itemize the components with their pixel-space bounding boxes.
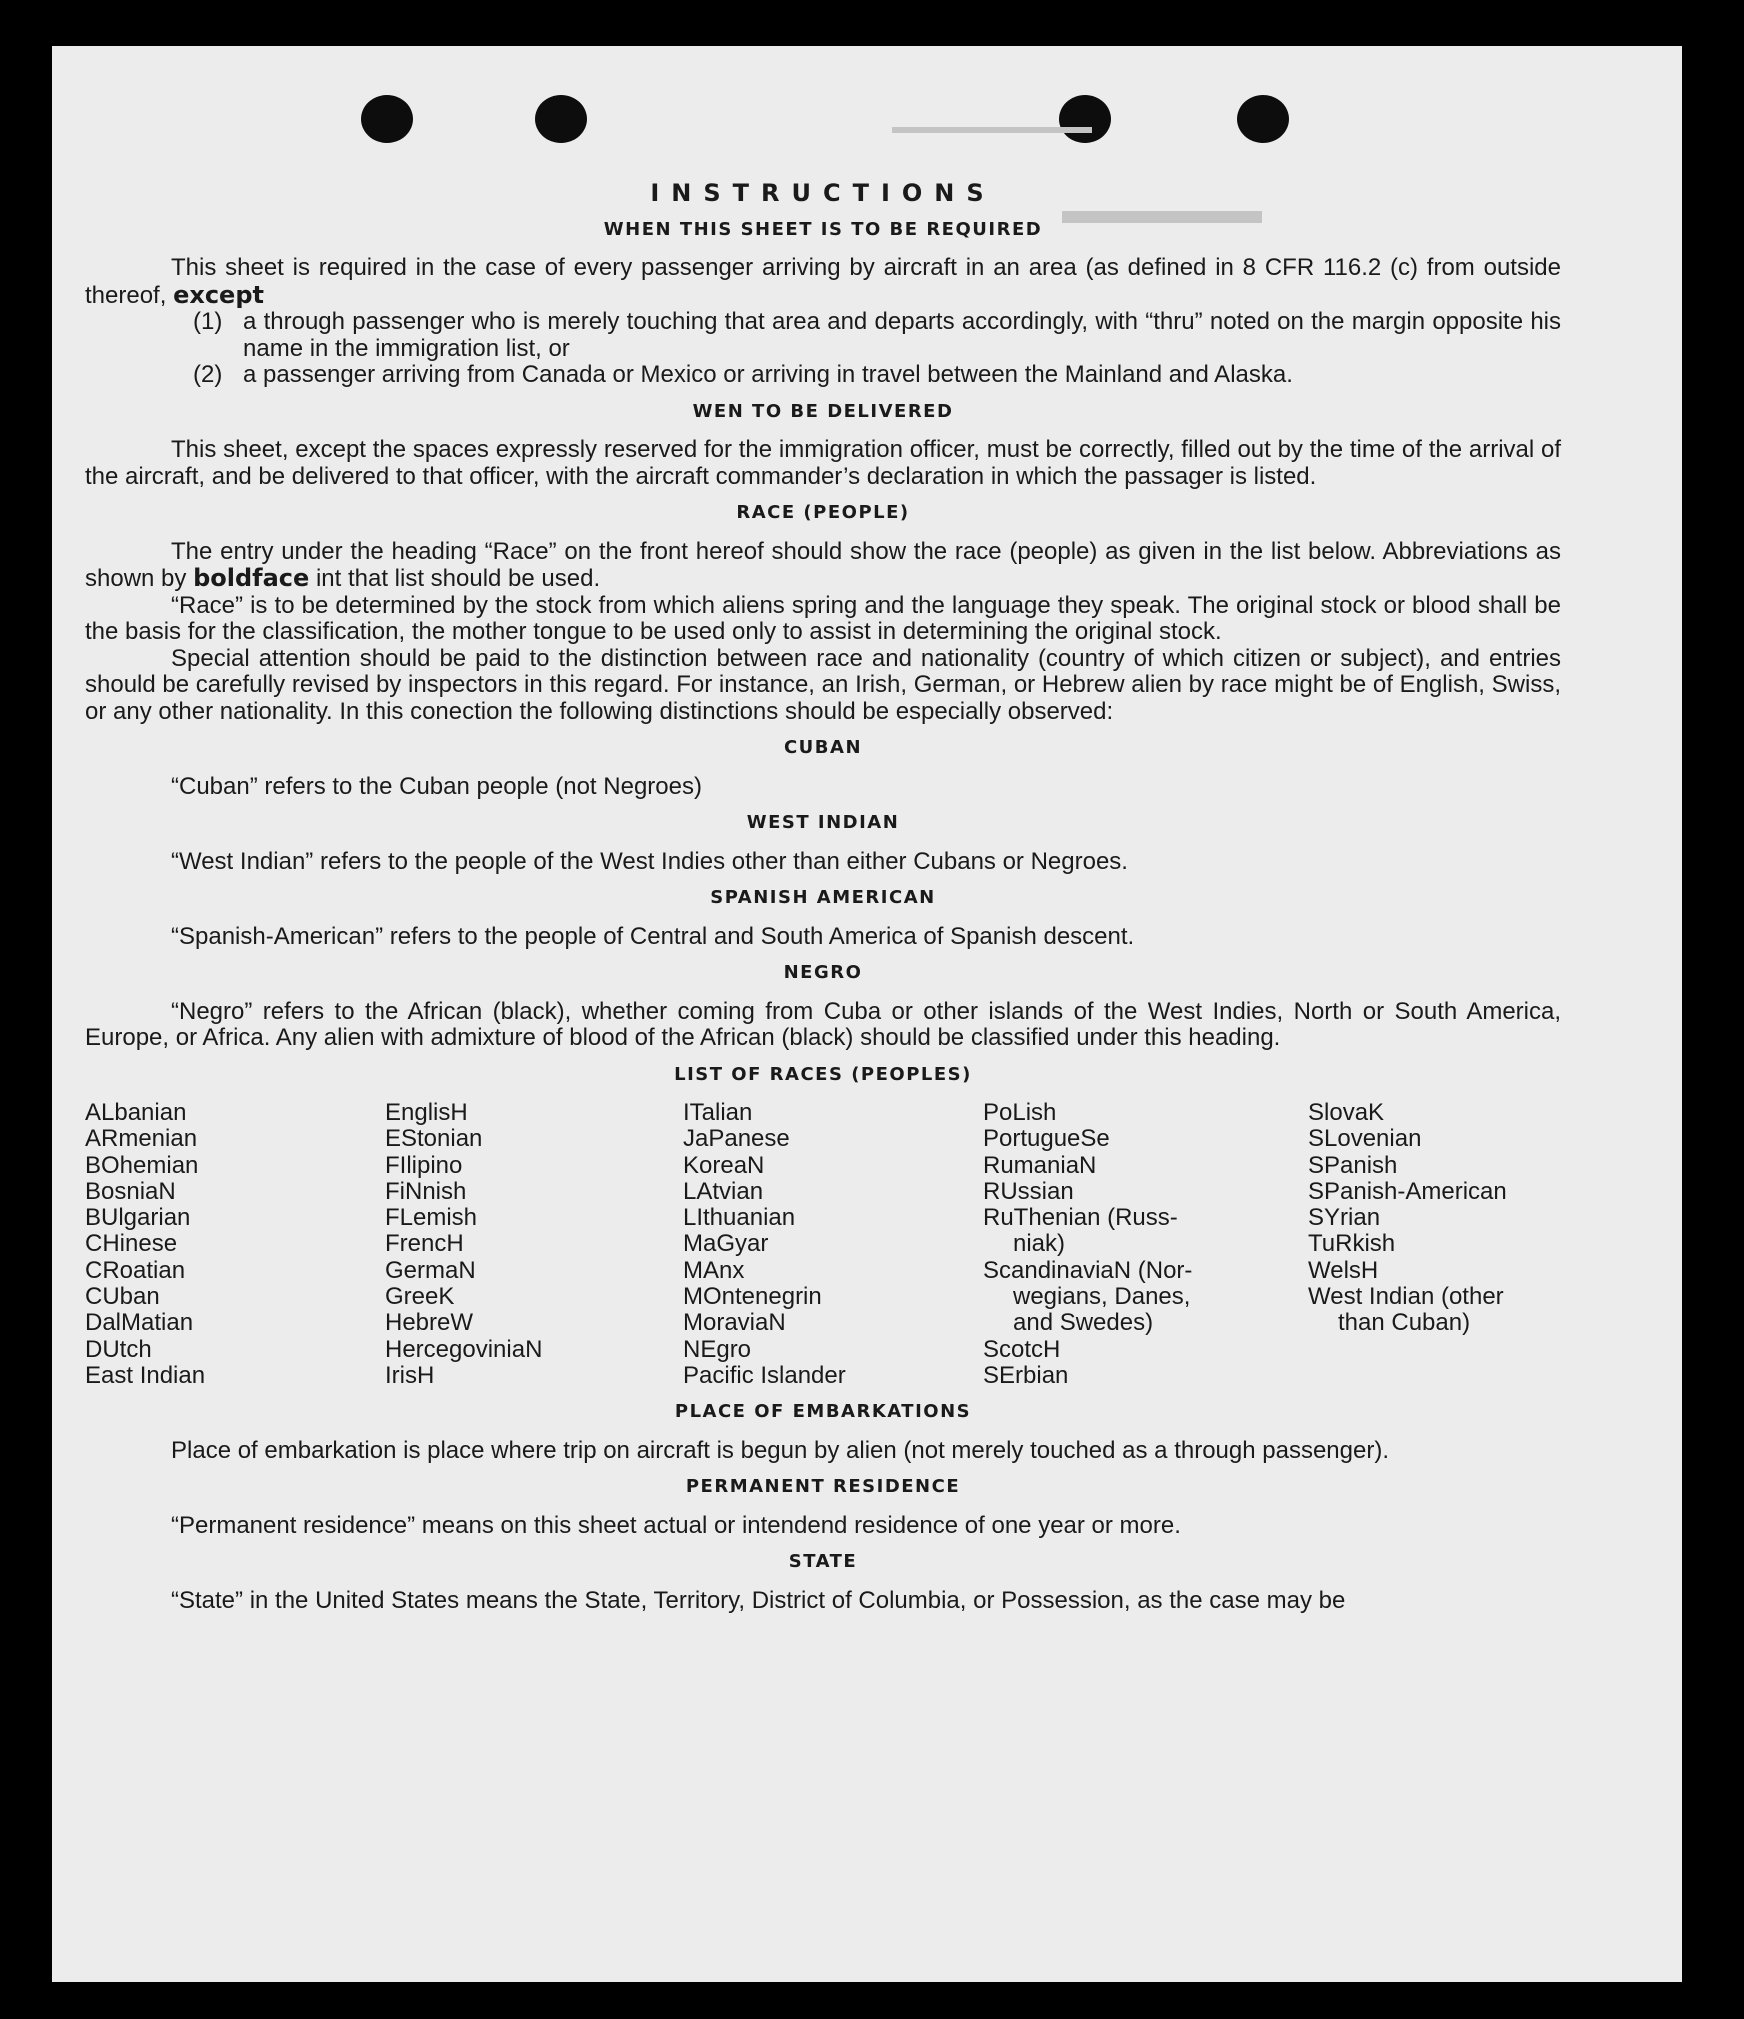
show-through-text: ▬▬▬▬▬ [1062,187,1262,232]
race-entry: SlovaK [1308,1099,1385,1126]
delivered-paragraph: This sheet, except the spaces expressly reserved for the immigration officer, must be correctly, filled out by the time of the arrival of the aircraft, and be delivered to that officer, with the aircraft commander’s declaration in which the passager is listed. [85,436,1561,490]
race-entry: EnglisH [385,1099,468,1126]
race-entry: ScotcH [983,1335,1061,1363]
instructions-body [85,180,1561,1614]
race-entry: than Cuban) [1338,1309,1471,1337]
race-entry: SPanish-American [1308,1177,1507,1205]
race-p1-text: The entry under the heading “Race” on the front hereof should show the race (people) as given in the list below. Abbreviations as shown by [85,537,1561,592]
race-entry: CUban [85,1283,160,1311]
race-entry: BUlgarian [85,1204,191,1232]
race-entry: KoreaN [683,1151,765,1179]
exception-number: (1) [193,308,223,335]
race-entry: RumaniaN [983,1151,1097,1179]
race-entry: ALbanian [85,1099,187,1126]
exception-text: a passenger arriving from Canada or Mexico or arriving in travel between the Mainland and Alaska. [243,361,1293,388]
race-entry: niak) [1013,1230,1066,1258]
exception-text: a through passenger who is merely touching that area and departs accordingly, with “thru” noted on the margin opposite his name in the immigration list, or [243,308,1561,362]
races-column [385,1100,683,1389]
required-intro: This sheet is required in the case of every passenger arriving by aircraft in an area (as defined in 8 CFR 116.2 (c) from outside thereof, [85,254,1561,309]
negro-paragraph: “Negro” refers to the African (black), whether coming from Cuba or other islands of the West Indies, North or South America, Europe, or Africa. Any alien with admixture of blood of the African (black) should be classified under this heading. [85,997,1561,1051]
race-entry: SErbian [983,1361,1069,1389]
race-entry: MoraviaN [683,1309,786,1337]
race-entry: Pacific Islander [683,1361,846,1389]
race-entry: FrencH [385,1230,464,1258]
required-heading: WHEN THIS SHEET IS TO BE REQUIRED [603,218,1043,240]
race-entry: ScandinaviaN (Nor- [983,1256,1193,1284]
negro-heading: NEGRO [783,962,863,983]
race-entry: IrisH [385,1361,435,1389]
list-of-races-heading: LIST OF RACES (PEOPLES) [674,1063,972,1085]
instructions-title: INSTRUCTIONS [650,179,996,207]
race-entry: RuThenian (Russ- [983,1204,1178,1232]
residence-heading: PERMANENT RESIDENCE [685,1476,961,1498]
show-through-text: ▬▬▬▬▬▬▬▬▬▬ [892,116,1092,138]
race-entry: DUtch [85,1335,152,1363]
race-entry: PoLish [983,1099,1057,1126]
race-entry: LIthuanian [683,1204,796,1232]
spanish-american-paragraph: “Spanish-American” refers to the people of Central and South America of Spanish descent. [171,922,1135,950]
race-entry: NEgro [683,1335,752,1363]
race-entry: and Swedes) [1013,1309,1154,1337]
required-paragraph [85,255,1561,309]
race-entry: FLemish [385,1204,478,1232]
race-entry: FIlipino [385,1151,463,1179]
race-entry: TuRkish [1308,1230,1396,1258]
race-entry: CHinese [85,1230,178,1258]
state-paragraph: “State” in the United States means the State, Territory, District of Columbia, or Possession, as the case may be [171,1586,1346,1614]
race-entry: ARmenian [85,1125,198,1153]
race-paragraph-1 [85,539,1561,593]
embarkation-paragraph: Place of embarkation is place where trip on aircraft is begun by alien (not merely touched as a through passenger). [171,1436,1389,1464]
race-entry: WelsH [1308,1256,1379,1284]
west-indian-paragraph: “West Indian” refers to the people of the West Indies other than either Cubans or Negroes. [171,847,1128,875]
spanish-american-heading: SPANISH AMERICAN [710,887,936,908]
race-entry: East Indian [85,1361,206,1389]
race-entry: MAnx [683,1256,745,1284]
state-heading: STATE [788,1551,858,1573]
exception-number: (2) [193,361,223,388]
race-entry: FiNnish [385,1177,467,1205]
race-entry: West Indian (other [1308,1283,1504,1311]
race-entry: EStonian [385,1125,483,1153]
race-entry: RUssian [983,1177,1074,1205]
exception-item [193,362,1561,389]
race-entry: BOhemian [85,1151,199,1179]
races-column [683,1100,983,1389]
race-entry: DalMatian [85,1309,194,1337]
race-entry: BosniaN [85,1177,176,1205]
punch-hole [535,95,587,143]
races-column [85,1100,385,1389]
race-entry: PortugueSe [983,1125,1110,1153]
cuban-paragraph: “Cuban” refers to the Cuban people (not Negroes) [171,772,702,800]
race-entry: SLovenian [1308,1125,1422,1153]
race-p1-tail: int that list should be used. [315,565,601,592]
punch-hole [361,95,413,143]
document-page [52,46,1682,1982]
race-entry: wegians, Danes, [1013,1283,1191,1311]
race-entry: LAtvian [683,1177,764,1205]
race-entry: MaGyar [683,1230,769,1258]
boldface-word: boldface [193,564,310,592]
race-entry: ITalian [683,1099,753,1126]
delivered-heading: WEN TO BE DELIVERED [692,400,954,422]
race-entry: HercegoviniaN [385,1335,543,1363]
races-column [983,1100,1308,1389]
race-entry: GermaN [385,1256,476,1284]
punch-hole [1237,95,1289,143]
race-entry: MOntenegrin [683,1283,822,1311]
race-paragraph-3: Special attention should be paid to the distinction between race and nationality (country of which citizen or subject), and entries should be carefully revised by inspectors in this regard. For instance, an Irish, German, or Hebrew alien by race might be of English, Swiss, or any other nationality. In this conection the following distinctions should be especially observed: [85,644,1561,725]
race-paragraph-2: “Race” is to be determined by the stock from which aliens spring and the language they speak. The original stock or blood shall be the basis for the classification, the mother tongue to be used only to assist in determining the original stock. [85,591,1561,645]
race-entry: CRoatian [85,1256,186,1284]
except-bold: except [173,280,264,309]
race-entry: SPanish [1308,1151,1398,1179]
race-entry: GreeK [385,1283,455,1311]
race-heading: RACE (PEOPLE) [736,502,910,523]
residence-paragraph: “Permanent residence” means on this sheet actual or intendend residence of one year or more. [171,1511,1181,1539]
race-entry: SYrian [1308,1204,1381,1232]
race-entry: JaPanese [683,1125,790,1153]
west-indian-heading: WEST INDIAN [746,812,900,833]
races-column [1308,1100,1558,1389]
exception-item [193,309,1561,362]
cuban-heading: CUBAN [783,737,863,758]
race-entry: HebreW [385,1309,474,1337]
races-list [85,1100,1561,1389]
embarkation-heading: PLACE OF EMBARKATIONS [674,1401,972,1423]
